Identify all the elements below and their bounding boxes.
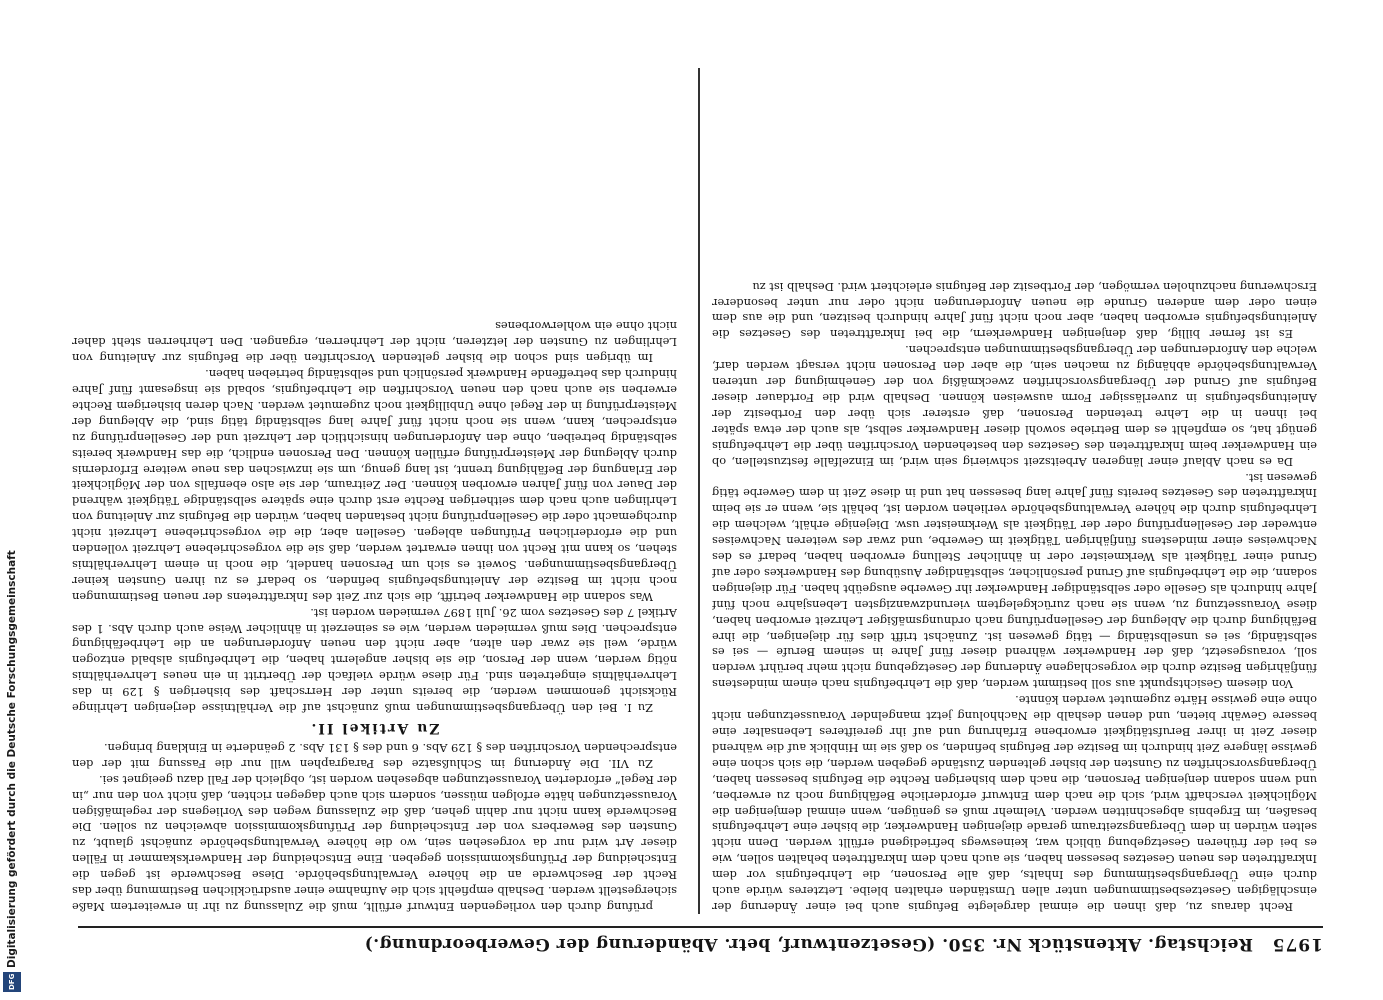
paragraph: Von diesem Gesichtspunkt aus soll bestimmt werden, daß die Lehrbefugnis nach einem mindestens fünfjährigen Besitze durch die vorgeschlagene Änderung der Gesetzgebung nicht mehr berührt werden soll, vorausgesetzt, daß der Handwerker während dieser fünf Jahre in seinem Berufe — sei es selbständig, sei es unselbständig — tätig gewesen ist. Zunächst trifft dies für diejenigen, die ihre Befähigung durch die Ablegung der Gesellenprüfung nach ordnungsmäßiger Lehrzeit erworben haben, diese Voraussetzung zu, wenn sie nach zurückgelegtem vierundzwanzigsten Lebensjahre noch fünf Jahre hindurch als Geselle oder selbständiger Handwerker ihr Gewerbe ausgeübt haben. Für diejenigen sodann, die die Lehrbefugnis auf Grund persönlicher, selbständiger Ausübung des Handwerkes oder auf Grund einer Tätigkeit als Werkmeister oder in ähnlicher Stellung erworben haben, bedarf es des Nachweises einer mindestens fünfjährigen Tätigkeit im Gewerbe, und zwar des weiteren Nachweises entweder der Gesellenprüfung oder der Tätigkeit als Werkmeister usw. Diejenige erhält, welchem die Lehrbefugnis durch die höhere Verwaltungsbehörde verliehen worden ist, behält sie, wenn er sie beim Inkrafttreten des Gesetzes bereits fünf Jahre lang besessen hat und in diese Zeit in dem Gewerbe tätig gewesen ist.: [712, 470, 1317, 692]
digitization-credit: Digitalisierung gefördert durch die Deutsche Forschungsgemeinschaft DFG: [0, 0, 26, 1000]
section-heading: Zu Artikel II.: [309, 720, 440, 737]
right-column: [72, 68, 677, 914]
page-header: [78, 934, 1323, 964]
running-head: Reichstag. Aktenstück Nr. 350. (Gesetzentwurf, betr. Abänderung der Gewerbeordnung.): [364, 934, 1253, 954]
page-number: 1975: [1271, 934, 1323, 954]
paragraph: Es ist ferner billig, daß denjenigen Handwerkern, die bei Inkrafttreten des Gesetzes die Anleitungsbefugnis erworben haben, aber noch nicht fünf Jahre hindurch besitzen, und die aus dem einen oder dem anderen Grunde die neuen Anforderungen nicht oder nur unter besonderer Erschwerung nachzuholen vermögen, der Fortbesitz der Befugnis erleichtert wird. Deshalb ist zu: [712, 279, 1317, 342]
paragraph: Zu I. Bei den Übergangsbestimmungen muß zunächst auf die Verhältnisse derjenigen Lehrlinge Rücksicht genommen werden, die bereits unter der Herrschaft des bisherigen § 129 in das Lehrverhältnis eingetreten sind. Für diese würde vielfach der Übertritt in ein neues Lehrverhältnis nötig werden, wenn der Person, die sie bisher angelernt haben, die Lehrbefugnis alsbald entzogen würde, weil sie zwar den alten, aber nicht den neuen Anforderungen an die Lehrbefähigung entsprechen. Dies muß vermieden werden, wie es seinerzeit in ähnlicher Weise auch durch Abs. 1 des Artikel 7 des Gesetzes vom 26. Juli 1897 vermieden worden ist.: [72, 605, 677, 716]
paragraph: Im übrigen sind schon die bisher geltenden Vorschriften über die Befugnis zur Anleitung von Lehrlingen zu Gunsten der letzteren, nicht der Lehrherren, ergangen. Den Lehrherren steht daher nicht ohne ein wohlerworbenes: [72, 319, 677, 366]
paragraph: Da es nach Ablauf einer längeren Arbeitszeit schwierig sein wird, im Einzelfalle festzustellen, ob ein Handwerker beim Inkrafttreten des Gesetzes den bestehenden Vorschriften über die Lehrbefugnis genügt hat, so empfiehlt es dem Betriebe sowohl dieser Handwerker selbst, als auch der etwa später bei ihnen in die Lehre tretenden Personen, daß ersterer sich über den Fortbesitz der Anleitungsbefugnis in zuverlässiger Form ausweisen können. Deshalb wird die Fortdauer dieser Befugnis auf Grund der Übergangsvorschriften zweckmäßig von der Genehmigung der unteren Verwaltungsbehörde abhängig zu machen sein, die aber den Personen nicht versagt werden darf, welche den Anforderungen der Übergangsbestimmungen entsprechen.: [712, 343, 1317, 469]
paragraph: Recht daraus zu, daß ihnen die einmal dargelegte Befugnis auch bei einer Änderung der einschlägigen Gesetzesbestimmungen unter allen Umständen erhalten bleibe. Letzteres würde auch durch eine Übergangsbestimmung des Inhalts, daß alle Personen, die Lehrbefugnis vor dem Inkrafttreten des neuen Gesetzes besessen haben, sie auch nach dem Inkrafttreten behalten sollen, wie es bei der früheren Gesetzgebung üblich war, keineswegs befriedigend erfüllt werden. Denn nicht selten würden in dem Übergangszeitraum gerade diejenigen Handwerker, die bisher eine Lehrbefugnis besaßen, im Ergebnis abgeschnitten werden. Vielmehr muß es genügen, wenn einmal demjenigen die Möglichkeit verschafft wird, sich die nach dem Entwurf erforderliche Befähigung noch zu erwerben, und wenn sodann denjenigen Personen, die nach dem bisherigen Rechte die Befugnis besessen haben, Übergangsvorschriften zu Gunsten der bisher geltenden Zustände gegeben werden, die sich schon eine gewisse längere Zeit hindurch im Besitze der Befugnis befinden, so daß sie im Hinblick auf die während dieser Zeit in ihrer Berufstätigkeit erworbene Erfahrung und auf ihr gereifteres Lebensalter eine bessere Gewähr bieten, und denen deshalb die Nachholung jetzt mangelnder Voraussetzungen nicht ohne eine gewisse Härte zugemutet werden könnte.: [712, 693, 1317, 914]
left-column: [712, 68, 1317, 914]
paragraph: prüfung durch den vorliegenden Entwurf erfüllt, muß die Zulassung zu ihr in erweitertem Maße sichergestellt werden. Deshalb empfiehlt sich die Aufnahme einer ausdrücklichen Bestimmung über das Recht der Beschwerde an die höhere Verwaltungsbehörde. Diese Beschwerde ist gegen die Entscheidung der Prüfungskommission gegeben. Eine Entscheidung der Handwerkskammer in Fällen dieser Art wird nur da vorgesehen sein, wo die höhere Verwaltungsbehörde zunächst glaubt, zu Gunsten des Bewerbers von der Entscheidung der Prüfungskommission abweichen zu sollen. Die Beschwerde kann nicht nur dahin gehen, daß die Zulassung wegen des Vorliegens der regelmäßigen Voraussetzungen hätte erfolgen müssen, sondern sich auch dagegen richten, daß nicht von den nur „in der Regel“ erforderten Voraussetzungen abgesehen worden ist, obgleich der Fall dazu geeignet sei.: [72, 772, 677, 914]
column-divider: [698, 68, 700, 914]
paragraph: Zu VII. Die Änderung im Schlußsatze des Paragraphen will nur die Fassung mit der den entsprechenden Vorschriften des § 129 Abs. 6 und des § 131 Abs. 2 geänderte in Einklang bringen.: [72, 740, 677, 771]
dfg-logo: DFG: [3, 972, 21, 992]
paragraph: Was sodann die Handwerker betrifft, die sich zur Zeit des Inkrafttretens der neuen Bestimmungen noch nicht im Besitze der Anleitungsbefugnis befinden, so bedarf es zu ihren Gunsten keiner Übergangsbestimmungen. Soweit es sich um Personen handelt, die noch in einem Lehrverhältnis stehen, so kann mit Recht von ihnen erwartet werden, daß sie die vorgeschriebene Lehrzeit vollenden und die erforderlichen Prüfungen ablegen. Gesellen aber, die die vorgeschriebene Lehrzeit nicht durchgemacht oder die Gesellenprüfung nicht bestanden haben, würden die Befugnis zur Anleitung von Lehrlingen auch nach dem seitherigen Rechte erst durch eine spätere selbständige Tätigkeit während der Dauer von fünf Jahren erworben können. Der Zeitraum, der sie also ebenfalls von der Möglichkeit der Erlangung der Befähigung trennt, ist lang genug, um sie inzwischen das neue weitere Erfordernis durch Ablegung der Meisterprüfung erfüllen können. Den Personen endlich, die das Handwerk bereits selbständig betreiben, ohne den Anforderungen hinsichtlich der Lehrzeit und der Gesellenprüfung zu entsprechen, kann, wenn sie noch nicht fünf Jahre lang selbständig tätig sind, die Ablegung der Meisterprüfung in der Regel ohne Unbilligkeit noch zugemutet werden. Nach deren bisherigem Rechte erwerben sie auch nach den neuen Vorschriften die Lehrbefugnis, sobald sie insgesamt fünf Jahre hindurch das betreffende Handwerk persönlich und selbständig betrieben haben.: [72, 367, 677, 604]
header-rule: [78, 926, 1323, 928]
